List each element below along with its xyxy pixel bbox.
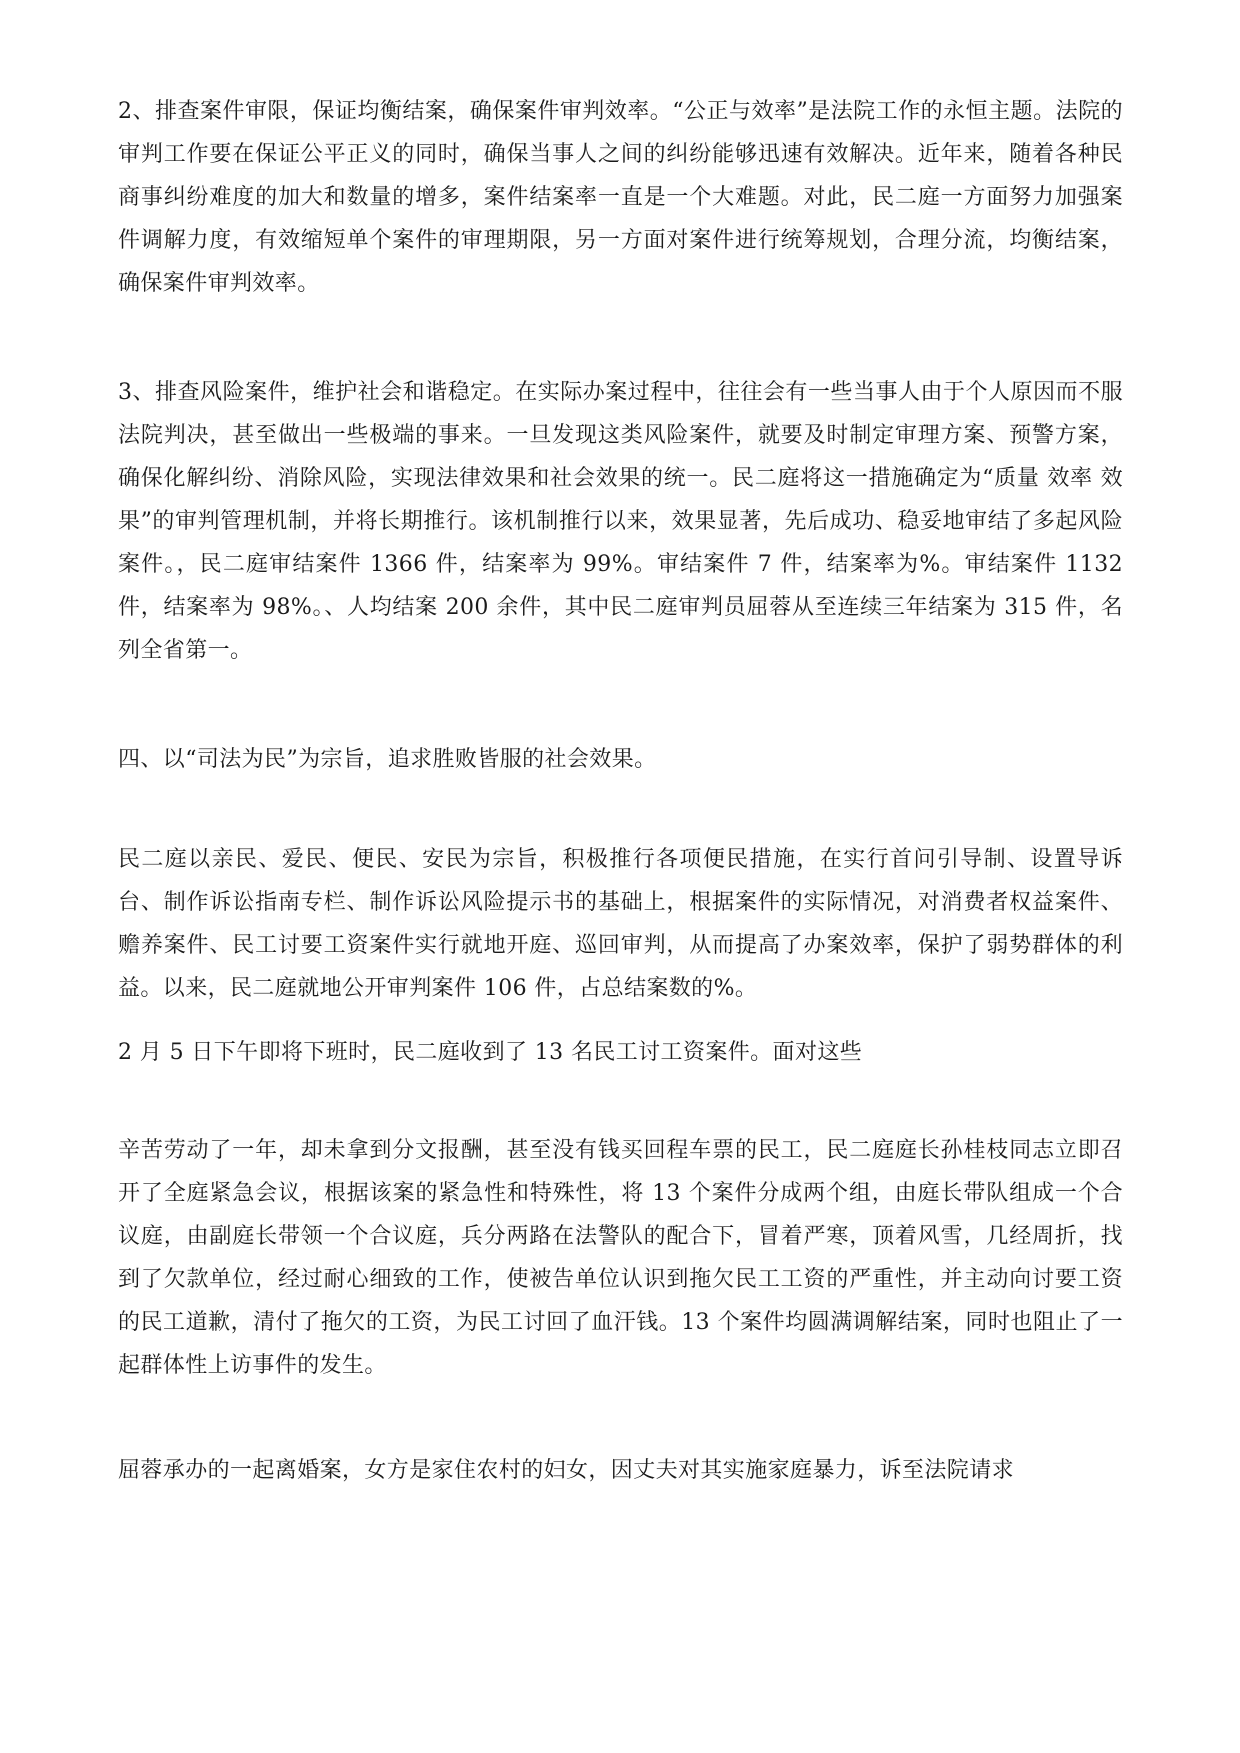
paragraph-divorce-case: 屈蓉承办的一起离婚案，女方是家住农村的妇女，因丈夫对其实施家庭暴力，诉至法院请求 xyxy=(118,1458,1015,1483)
paragraph-migrant-worker-cases-intro: 2 月 5 日下午即将下班时，民二庭收到了 13 名民工讨工资案件。面对这些 xyxy=(118,1040,863,1065)
paragraph-case-deadline: 2、排查案件审限，保证均衡结案，确保案件审判效率。“公正与效率”是法院工作的永恒主题。法院的审判工作要在保证公平正义的同时，确保当事人之间的纠纷能够迅速有效解决。近年来，随着各种民商事纠纷难度的加大和数量的增多，案件结案率一直是一个大难题。对此，民二庭一方面努力加强案件调解力度，有效缩短单个案件的审理期限，另一方面对案件进行统筹规划，合理分流，均衡结案，确保案件审判效率。 xyxy=(118,99,1123,296)
paragraph-migrant-worker-cases: 辛苦劳动了一年，却未拿到分文报酬，甚至没有钱买回程车票的民工，民二庭庭长孙桂枝同志立即召开了全庭紧急会议，根据该案的紧急性和特殊性，将 13 个案件分成两个组，由庭长带队组成一个合议庭，由副庭长带领一个合议庭，兵分两路在法警队的配合下，冒着严寒，顶着风雪，几经周折，找到了欠款单位，经过耐心细致的工作，使被告单位认识到拖欠民工工资的严重性，并主动向讨要工资的民工道歉，清付了拖欠的工资，为民工讨回了血汗钱。13 个案件均圆满调解结案，同时也阻止了一起群体性上访事件的发生。 xyxy=(118,1138,1123,1378)
paragraph-convenience-measures: 民二庭以亲民、爱民、便民、安民为宗旨，积极推行各项便民措施，在实行首问引导制、设置导诉台、制作诉讼指南专栏、制作诉讼风险提示书的基础上，根据案件的实际情况，对消费者权益案件、赡养案件、民工讨要工资案件实行就地开庭、巡回审判，从而提高了办案效率，保护了弱势群体的利益。以来，民二庭就地公开审判案件 106 件，占总结案数的%。 xyxy=(118,847,1123,1001)
paragraph-risk-cases: 3、排查风险案件，维护社会和谐稳定。在实际办案过程中，往往会有一些当事人由于个人原因而不服法院判决，甚至做出一些极端的事来。一旦发现这类风险案件，就要及时制定审理方案、预警方案，确保化解纠纷、消除风险，实现法律效果和社会效果的统一。民二庭将这一措施确定为“质量 效率 效果”的审判管理机制，并将长期推行。该机制推行以来，效果显著，先后成功、稳妥地审结了多起风险案件。，民二庭审结案件 1366 件，结案率为 99%。审结案件 7 件，结案率为%。审结案件 1132 件，结案率为 98%。、人均结案 200 余件，其中民二庭审判员屈蓉从至连续三年结案为 315 件，名列全省第一。 xyxy=(118,380,1123,663)
section-heading-justice-for-people: 四、以“司法为民”为宗旨，追求胜败皆服的社会效果。 xyxy=(118,747,657,772)
